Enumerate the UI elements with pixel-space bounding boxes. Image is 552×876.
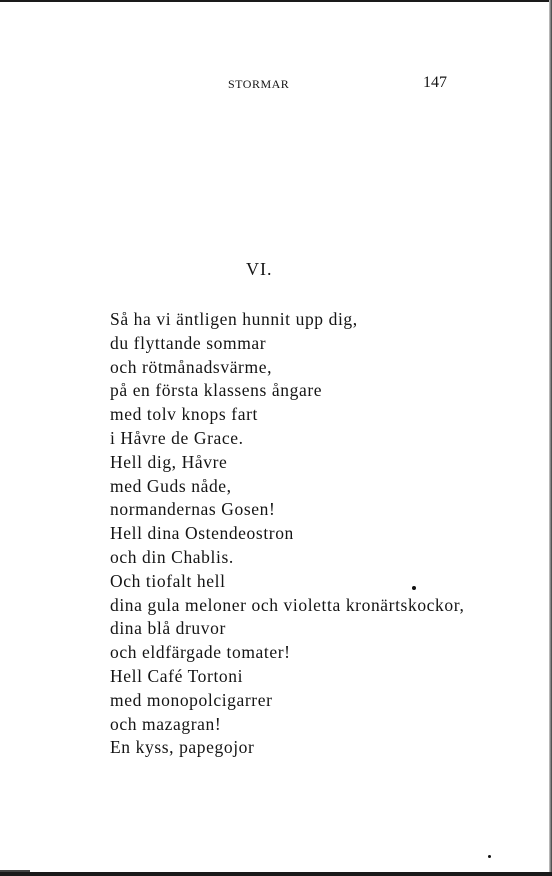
ink-speck — [412, 586, 416, 590]
poem-line: Så ha vi äntligen hunnit upp dig, — [110, 309, 358, 329]
poem-line: Hell Café Tortoni — [110, 665, 244, 686]
poem-line: Hell dig, Håvre — [110, 451, 228, 472]
poem-line: normandernas Gosen! — [110, 499, 276, 520]
poem-line: med tolv knops fart — [110, 404, 258, 425]
poem-line: dina blå druvor — [110, 618, 226, 639]
poem-line: och din Chablis. — [110, 546, 234, 567]
poem-line: dina gula meloner och violetta kronärtskockor, — [110, 594, 465, 615]
poem-text — [110, 308, 464, 760]
poem-line: Hell dina Ostendeostron — [110, 523, 294, 544]
running-head: STORMAR — [228, 77, 290, 91]
poem-line: med Guds nåde, — [110, 475, 232, 496]
poem-line: i Håvre de Grace. — [110, 427, 244, 448]
poem-line: och mazagran! — [110, 713, 222, 734]
poem-line: Och tiofalt hell — [110, 570, 226, 591]
page-edge-bottom — [0, 872, 552, 876]
page-edge-bottom-mark — [0, 870, 30, 872]
poem-line: och rötmånadsvärme, — [110, 356, 273, 377]
ink-speck — [488, 855, 491, 858]
section-number: VI. — [246, 259, 273, 279]
page-edge-top — [0, 0, 552, 2]
poem-line: på en första klassens ångare — [110, 380, 323, 401]
poem-line: En kyss, papegojor — [110, 737, 255, 758]
page-number: 147 — [423, 74, 447, 91]
poem-line: med monopolcigarrer — [110, 689, 273, 710]
poem-line: du flyttande sommar — [110, 332, 267, 353]
poem-line: och eldfärgade tomater! — [110, 642, 291, 663]
